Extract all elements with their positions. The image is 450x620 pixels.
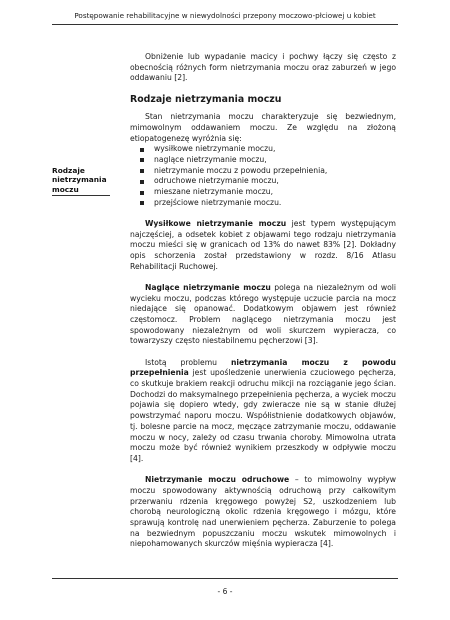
paragraph-text: – to mimowolny wypływ moczu spowodowany aktywnością odruchową przy całkowitym przerwaniu rdzenia kręgowego powyżej S2, uszkodzeniem lub chorobą neurologiczną okolic rdzenia kręgowego i mózgu, które sprawują kontrolę nad unerwieniem pęcherza. Zaburzenie to polega na bezwiednym popuszczaniu moczu wskutek mimowolnych i niepohamowanych skurczów mięśnia wypieracza [4]. (130, 475, 396, 549)
list-item-text: przejściowe nietrzymanie moczu. (154, 197, 282, 207)
square-bullet-icon (140, 201, 144, 205)
paragraph-term: Naglące nietrzymanie moczu (145, 282, 271, 292)
running-header: Postępowanie rehabilitacyjne w niewydolności przepony moczowo-płciowej u kobiet (52, 8, 398, 25)
square-bullet-icon (140, 158, 144, 162)
list-item (130, 187, 396, 198)
list-item (130, 166, 396, 177)
page-number: - 6 - (217, 587, 233, 596)
section-title: Rodzaje nietrzymania moczu (130, 94, 282, 106)
list-item (130, 155, 396, 166)
paragraph-term: nietrzymania moczu z powodu przepełnienia (130, 357, 396, 378)
list-item-text: naglące nietrzymanie moczu, (154, 154, 267, 164)
margin-note-rule (52, 195, 110, 196)
list-item (130, 144, 396, 155)
paragraph-text: jest upośledzenie unerwienia czuciowego pęcherza, co skutkuje brakiem reakcji odruchu mikcji na rozciąganie jego ścian. Dochodzi do maksymalnego przepełnienia pęcherza, a wyciek moczu pojawia się dopiero wtedy, gdy zwieracze nie są w stanie dłużej powstrzymać naporu moczu. Współistnienie dodatkowych objawów, tj. bolesne parcie na mocz, męczące zatrzymanie moczu, oddawanie moczu w nocy, zależy od czasu trwania choroby. Mimowolna utrata moczu może być również wynikiem przeszkody w odpływie moczu [4]. (130, 368, 396, 463)
list-item-text: mieszane nietrzymanie moczu, (154, 187, 274, 197)
square-bullet-icon (140, 180, 144, 184)
paragraph-text: polega na niezależnym od woli wycieku moczu, podczas którego występuje uczucie parcia na mocz niedające się opanować. Dodatkowym objawem jest również częstomocz. Problem naglącego nietrzymania moczu jest spowodowany niezależnym od woli skurczem wypieracza, co towarzyszy często niestabilnemu pęcherzowi [3]. (130, 282, 396, 346)
list-item (130, 176, 396, 187)
intro-paragraph: Obniżenie lub wypadanie macicy i pochwy łączy się często z obecnością różnych form nietrzymania moczu oraz zaburzeń w jego oddawaniu [2]. (130, 52, 396, 83)
urge-incontinence-paragraph (130, 283, 396, 347)
square-bullet-icon (140, 169, 144, 173)
list-item-text: wysiłkowe nietrzymanie moczu, (154, 144, 276, 154)
stress-incontinence-paragraph (130, 219, 396, 273)
list-item (130, 198, 396, 209)
list-item-text: nietrzymanie moczu z powodu przepełnienia, (154, 165, 328, 175)
square-bullet-icon (140, 191, 144, 195)
list-item-text: odruchowe nietrzymanie moczu, (154, 176, 279, 186)
main-content (130, 52, 396, 550)
square-bullet-icon (140, 148, 144, 152)
margin-note-line: Rodzaje (52, 166, 85, 175)
paragraph-text: jest typem występującym najczęściej, a odsetek kobiet z objawami tego rodzaju nietrzymania moczu mieści się w granicach od 13% do nawet 83% [2]. Dokładny opis schorzenia został przedstawiony w rozdz. 8/16 Atlasu Rehabilitacji Ruchowej. (130, 218, 396, 271)
margin-note (52, 166, 110, 194)
paragraph-term: Wysiłkowe nietrzymanie moczu (145, 218, 287, 228)
page-footer (52, 578, 398, 599)
reflex-incontinence-paragraph (130, 475, 396, 550)
lead-paragraph: Stan nietrzymania moczu charakteryzuje się bezwiednym, mimowolnym oddawaniem moczu. Ze względu na złożoną etiopatogenezę wyróżnia się: (130, 112, 396, 143)
paragraph-prefix: Istotą problemu (145, 357, 231, 367)
paragraph-term: Nietrzymanie moczu odruchowe (145, 475, 290, 485)
types-list (130, 144, 396, 208)
margin-note-line: moczu (52, 184, 79, 194)
margin-note-line: nietrzymania (52, 175, 107, 185)
overflow-incontinence-paragraph (130, 358, 396, 465)
